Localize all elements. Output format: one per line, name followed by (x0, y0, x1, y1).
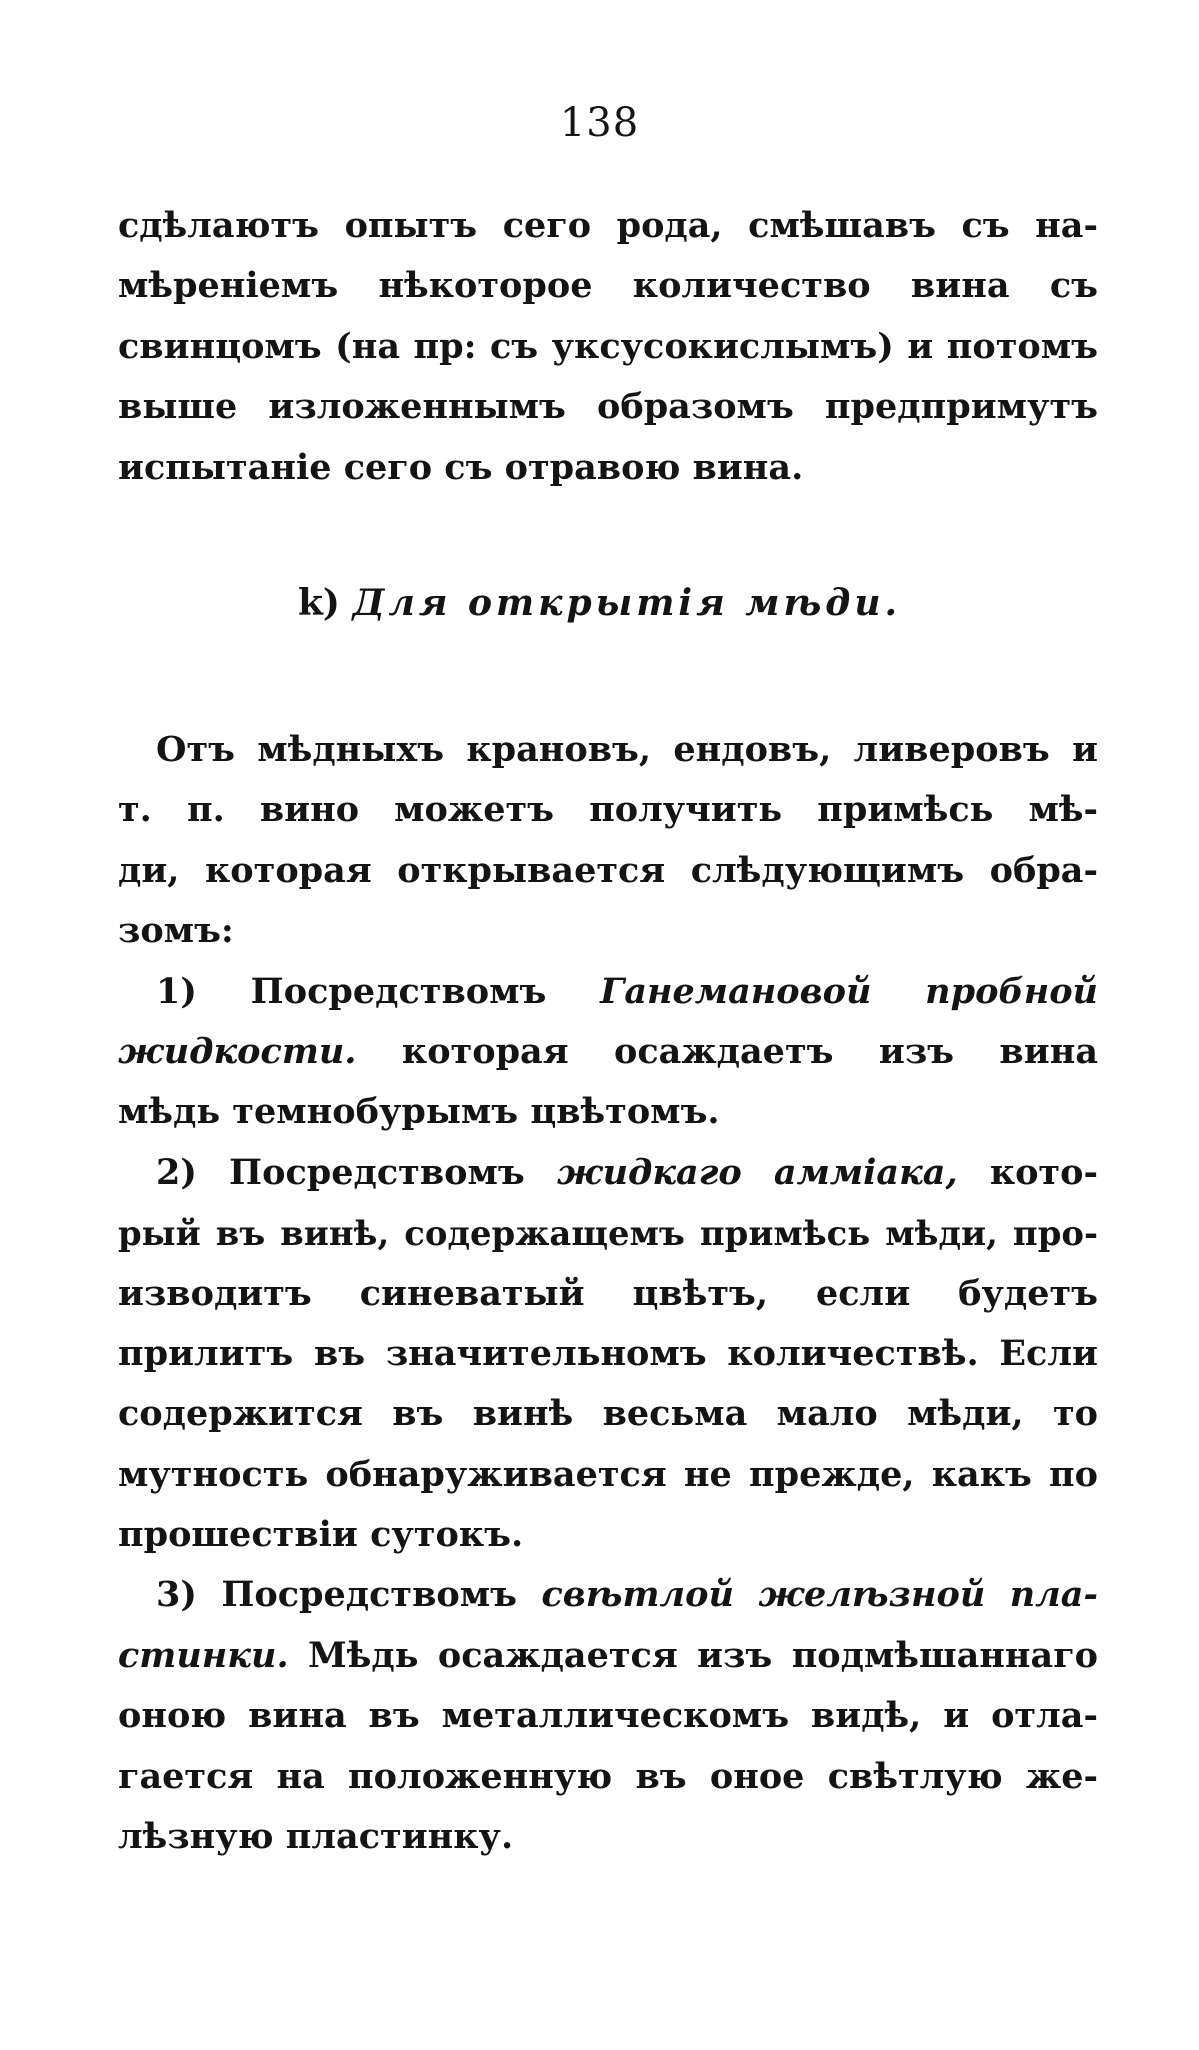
page-number: 138 (559, 100, 640, 146)
text-line: зомъ: (118, 910, 234, 952)
text-line: испытаніе сего съ отравою вина. (118, 446, 804, 488)
list-item-1-line: жидкости. которая осаждаетъ изъ вина (118, 1030, 1099, 1072)
paragraph-continuation (118, 196, 1098, 498)
section-title: Для открытія мѣди. (352, 582, 902, 624)
list-item-2-line: прошествіи сутокъ. (118, 1514, 524, 1556)
section-heading (0, 582, 1199, 624)
text-line: выше изложеннымъ образомъ предпримутъ (118, 386, 1098, 428)
list-item-3-line: стинки. Мѣдь осаждается изъ подмѣшаннаго (118, 1634, 1098, 1676)
list-item-3-line: 3) Посредствомъ свѣтлой желѣзной пла- (156, 1574, 1099, 1616)
text-line: мѣреніемъ нѣкоторое количество вина съ (118, 265, 1098, 307)
list-item-3-line: оною вина въ металлическомъ видѣ, и отла- (118, 1695, 1098, 1737)
text-line: сдѣлаютъ опытъ сего рода, смѣшавъ съ на- (118, 205, 1098, 246)
list-item-3-line: гается на положенную въ оное свѣтлую же- (118, 1755, 1098, 1797)
list-item-1-line: 1) Посредствомъ Ганемановой пробной (156, 970, 1099, 1012)
list-item-2-line: содержится въ винѣ весьма мало мѣди, то (118, 1393, 1098, 1435)
section-letter: k) (297, 582, 340, 624)
list-item-2-line: рый въ винѣ, содержащемъ примѣсь мѣди, про- (118, 1213, 1098, 1254)
list-item-2-line: прилитъ въ значительномъ количествѣ. Если (118, 1332, 1098, 1374)
section-body (118, 720, 1098, 1867)
list-item-3-line: лѣзную пластинку. (118, 1816, 514, 1858)
list-item-2-line: мутность обнаруживается не прежде, какъ по (118, 1453, 1098, 1495)
text-line: Отъ мѣдныхъ крановъ, ендовъ, ливеровъ и (156, 729, 1098, 770)
text-line: ди, которая открывается слѣдующимъ обра- (118, 849, 1098, 891)
list-item-2-line: 2) Посредствомъ жидкаго амміака, кото- (156, 1151, 1098, 1193)
text-line: свинцомъ (на пр: съ уксусокислымъ) и потомъ (118, 325, 1098, 367)
text-line: т. п. вино можетъ получить примѣсь мѣ- (118, 789, 1098, 831)
list-item-1-line: мѣдь темнобурымъ цвѣтомъ. (118, 1091, 720, 1133)
list-item-2-line: изводитъ синеватый цвѣтъ, если будетъ (118, 1272, 1098, 1314)
